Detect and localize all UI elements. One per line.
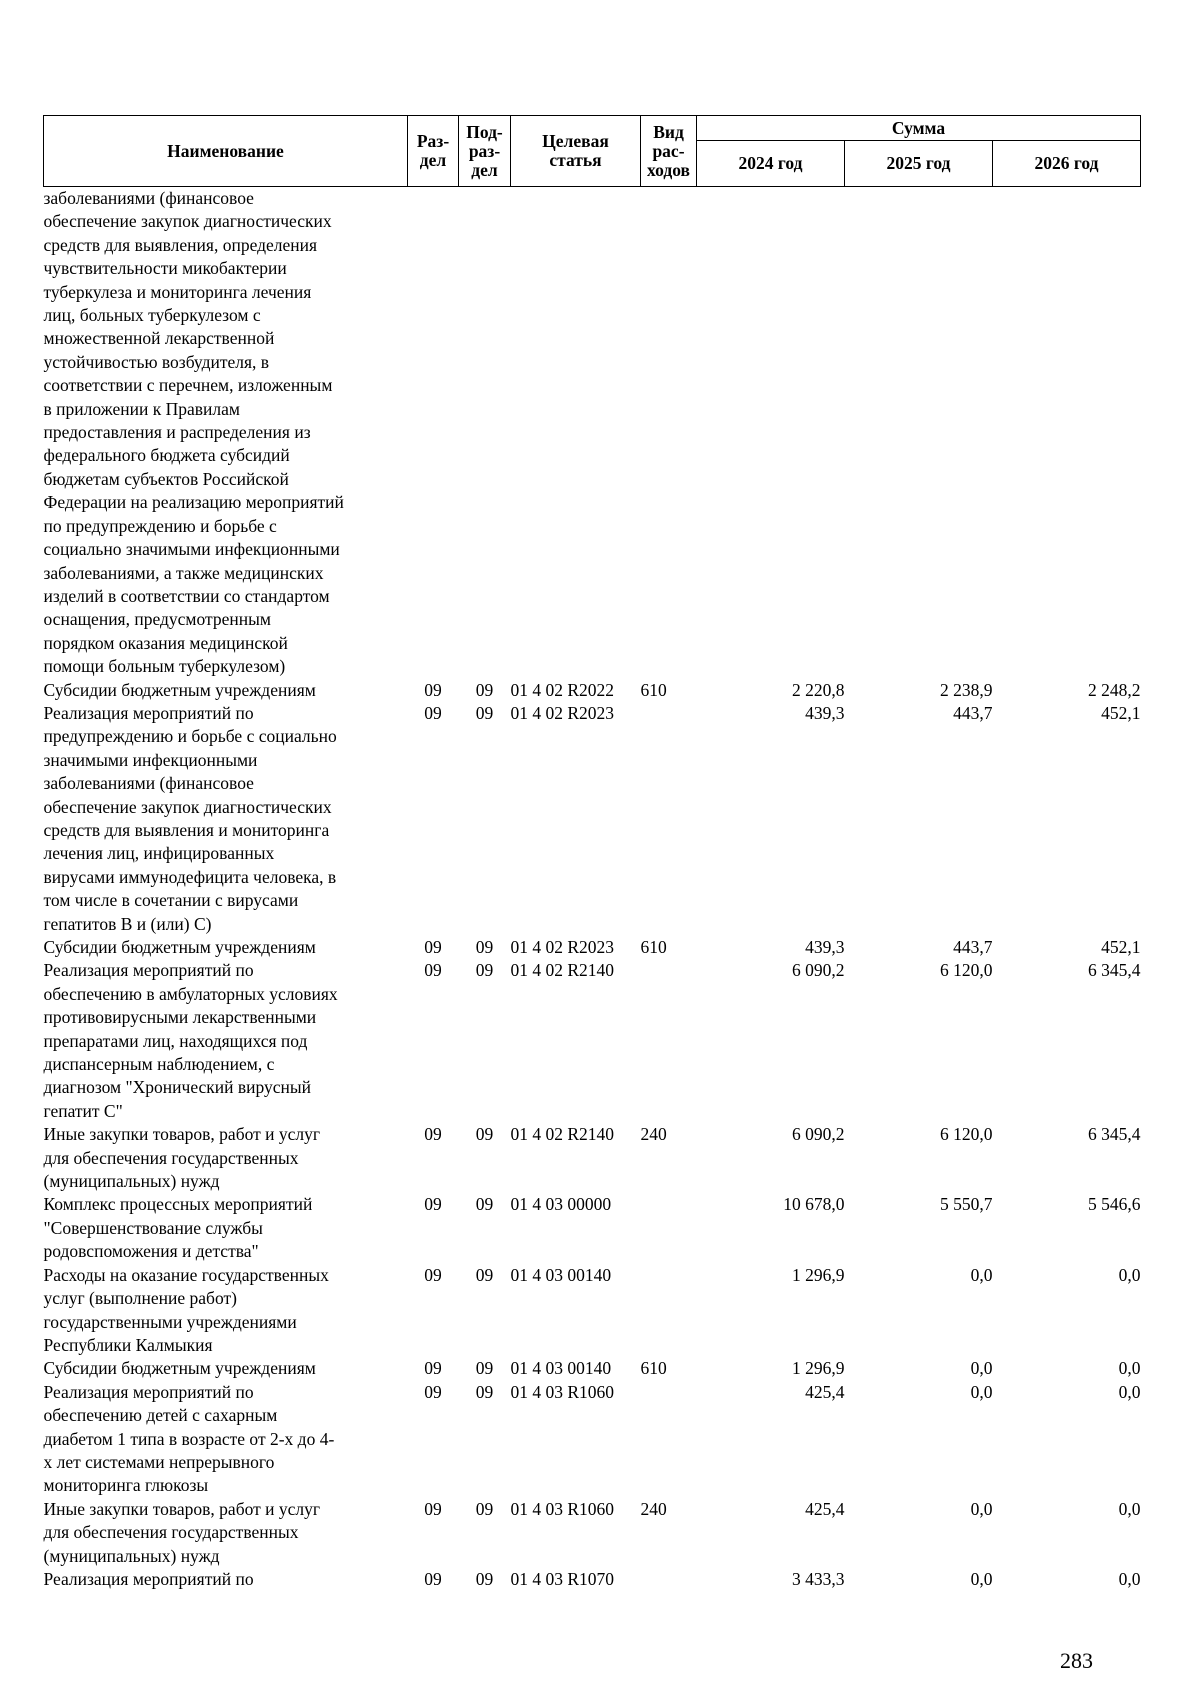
- header-year-2025: 2025 год: [845, 141, 993, 187]
- row-sum-2024: 439,3: [805, 702, 845, 723]
- row-target: 01 4 03 00000: [510, 1194, 612, 1215]
- row-razdel: 09: [424, 1498, 442, 1519]
- row-sum-2026: 0,0: [1118, 1264, 1141, 1285]
- table-header: [44, 116, 1141, 187]
- row-sum-2025: 0,0: [970, 1358, 993, 1379]
- table-row: [44, 1264, 1141, 1358]
- row-name: Иные закупки товаров, работ и услуг для обеспечения государственных (муниципальных) нужд: [43, 1124, 321, 1192]
- row-sum-2026: 6 345,4: [1088, 960, 1141, 981]
- row-podrazdel: 09: [475, 1498, 494, 1519]
- row-vid: 610: [640, 679, 667, 700]
- row-vid: [641, 1264, 697, 1358]
- row-podrazdel: 09: [475, 702, 494, 723]
- row-sum-2024: 2 220,8: [792, 679, 845, 700]
- table-row: [44, 1568, 1141, 1591]
- row-name: Реализация мероприятий по обеспечению в амбулаторных условиях противовирусными лекарственными препаратами лиц, находящихся под диспансерным наблюдением, с диагнозом "Хронический вирусный гепатит С": [43, 960, 338, 1121]
- row-name: Комплекс процессных мероприятий "Совершенствование службы родовспоможения и детства": [43, 1194, 313, 1262]
- row-sum-2026: 0,0: [1118, 1498, 1141, 1519]
- row-name: Субсидии бюджетным учреждениям: [43, 1358, 316, 1379]
- row-sum-2026: 5 546,6: [1088, 1194, 1141, 1215]
- row-target: 01 4 02 R2140: [510, 1124, 615, 1145]
- row-sum-2024: 6 090,2: [792, 960, 845, 981]
- row-sum-2025: 0,0: [970, 1264, 993, 1285]
- table-row: [44, 1357, 1141, 1380]
- row-podrazdel: 09: [475, 1264, 494, 1285]
- row-target: 01 4 02 R2022: [510, 679, 615, 700]
- table-body: [44, 187, 1141, 1592]
- row-vid: [641, 187, 697, 679]
- row-sum-2025: 0,0: [970, 1498, 993, 1519]
- row-vid: [641, 1381, 697, 1498]
- row-vid: 610: [640, 937, 667, 957]
- row-sum-2024: 1 296,9: [792, 1358, 845, 1379]
- row-name: Реализация мероприятий по: [43, 1568, 254, 1589]
- row-sum-2025: 6 120,0: [940, 1124, 993, 1145]
- table-row: [44, 1498, 1141, 1568]
- row-sum-2024: [697, 187, 845, 679]
- row-vid: [641, 1568, 697, 1591]
- header-name: Наименование: [44, 116, 408, 187]
- row-name: Субсидии бюджетным учреждениям: [43, 679, 316, 700]
- row-razdel: 09: [424, 937, 442, 957]
- row-sum-2024: 1 296,9: [792, 1264, 845, 1285]
- table-row: [44, 679, 1141, 702]
- row-podrazdel: 09: [475, 937, 494, 957]
- row-sum-2024: 439,3: [805, 937, 845, 957]
- header-summa: Сумма: [697, 116, 1141, 141]
- row-target: 01 4 02 R2140: [510, 960, 615, 981]
- table-row: [44, 1123, 1141, 1193]
- row-vid: 240: [640, 1498, 667, 1519]
- row-name: Реализация мероприятий по предупреждению и борьбе с социально значимыми инфекционными заболеваниями (финансовое обеспечение закупок диагностических средств для выявления и мониторинга лечения лиц, инфицированных вирусами иммунодефицита человека, в том числе в сочетании с вирусами гепатитов В и (или) С): [43, 702, 337, 934]
- row-sum-2025: 443,7: [953, 937, 993, 957]
- row-sum-2026: 0,0: [1118, 1358, 1141, 1379]
- row-sum-2026: 0,0: [1118, 1568, 1141, 1589]
- row-vid: [641, 1193, 697, 1263]
- row-sum-2025: 5 550,7: [940, 1194, 993, 1215]
- row-sum-2025: 0,0: [970, 1568, 993, 1589]
- header-target: Целевая статья: [511, 116, 641, 187]
- row-vid: [641, 702, 697, 936]
- budget-table: [43, 115, 1141, 1591]
- row-target: 01 4 03 00140: [510, 1358, 612, 1379]
- header-year-2026: 2026 год: [993, 141, 1141, 187]
- row-name: Расходы на оказание государственных услуг (выполнение работ) государственными учреждениями Республики Калмыкия: [43, 1264, 329, 1355]
- row-name: Иные закупки товаров, работ и услуг для обеспечения государственных (муниципальных) нужд: [43, 1498, 321, 1566]
- table-row: [44, 702, 1141, 936]
- row-name: Реализация мероприятий по обеспечению детей с сахарным диабетом 1 типа в возрасте от 2-х до 4- х лет системами непрерывного мониторинга глюкозы: [43, 1381, 335, 1496]
- row-podrazdel: 09: [475, 679, 494, 700]
- row-podrazdel: 09: [475, 1381, 494, 1402]
- row-razdel: 09: [424, 1124, 442, 1145]
- row-target: 01 4 03 R1060: [510, 1498, 615, 1519]
- row-sum-2026: 6 345,4: [1088, 1124, 1141, 1145]
- table-row: [44, 936, 1141, 959]
- row-sum-2025: 0,0: [970, 1381, 993, 1402]
- row-sum-2025: 443,7: [953, 702, 993, 723]
- table-row: [44, 959, 1141, 1123]
- row-razdel: 09: [424, 1381, 442, 1402]
- row-target: 01 4 02 R2023: [510, 937, 615, 957]
- row-sum-2024: 6 090,2: [792, 1124, 845, 1145]
- row-podrazdel: 09: [475, 1194, 494, 1215]
- row-target: [511, 187, 641, 679]
- row-razdel: 09: [424, 1568, 442, 1589]
- row-name: Субсидии бюджетным учреждениям: [43, 937, 316, 957]
- row-sum-2026: 452,1: [1101, 702, 1141, 723]
- row-target: 01 4 03 R1070: [510, 1568, 615, 1589]
- header-year-2024: 2024 год: [697, 141, 845, 187]
- row-target: 01 4 03 R1060: [510, 1381, 615, 1402]
- row-podrazdel: [459, 187, 511, 679]
- row-razdel: [408, 187, 459, 679]
- row-target: 01 4 02 R2023: [510, 702, 615, 723]
- row-vid: 610: [640, 1358, 667, 1379]
- row-razdel: 09: [424, 1264, 442, 1285]
- row-podrazdel: 09: [475, 1358, 494, 1379]
- row-vid: 240: [640, 1124, 667, 1145]
- row-sum-2025: 2 238,9: [940, 679, 993, 700]
- row-sum-2024: 3 433,3: [792, 1568, 845, 1589]
- row-podrazdel: 09: [475, 1568, 494, 1589]
- header-razdel: Раз- дел: [408, 116, 459, 187]
- row-sum-2024: 425,4: [805, 1381, 845, 1402]
- row-sum-2025: [845, 187, 993, 679]
- header-vid: Вид рас- ходов: [641, 116, 697, 187]
- row-razdel: 09: [424, 679, 442, 700]
- row-sum-2024: 10 678,0: [783, 1194, 845, 1215]
- row-sum-2025: 6 120,0: [940, 960, 993, 981]
- row-razdel: 09: [424, 1194, 442, 1215]
- row-podrazdel: 09: [475, 1124, 494, 1145]
- row-razdel: 09: [424, 1358, 442, 1379]
- row-razdel: 09: [424, 702, 442, 723]
- row-razdel: 09: [424, 960, 442, 981]
- page-number: 283: [1060, 1648, 1093, 1673]
- header-podrazdel: Под- раз- дел: [459, 116, 511, 187]
- row-sum-2026: 2 248,2: [1088, 679, 1141, 700]
- row-sum-2026: 452,1: [1101, 937, 1141, 957]
- table-row: [44, 187, 1141, 679]
- row-sum-2026: [993, 187, 1141, 679]
- row-vid: [641, 959, 697, 1123]
- table-row: [44, 1193, 1141, 1263]
- row-target: 01 4 03 00140: [510, 1264, 612, 1285]
- row-podrazdel: 09: [475, 960, 494, 981]
- table-row: [44, 1381, 1141, 1498]
- row-name: заболеваниями (финансовое обеспечение закупок диагностических средств для выявления, определения чувствительности микобактерии туберкулеза и мониторинга лечения лиц, больных туберкулезом с множественной лекарственной устойчивостью возбудителя, в соответствии с перечнем, изложенным в приложении к Правилам предоставления и распределения из федерального бюджета субсидий бюджетам субъектов Российской Федерации на реализацию мероприятий по предупреждению и борьбе с социально значимыми инфекционными заболеваниями, а также медицинских изделий в соответствии со стандартом оснащения, предусмотренным порядком оказания медицинской помощи больным туберкулезом): [43, 188, 344, 677]
- row-sum-2026: 0,0: [1118, 1381, 1141, 1402]
- row-sum-2024: 425,4: [805, 1498, 845, 1519]
